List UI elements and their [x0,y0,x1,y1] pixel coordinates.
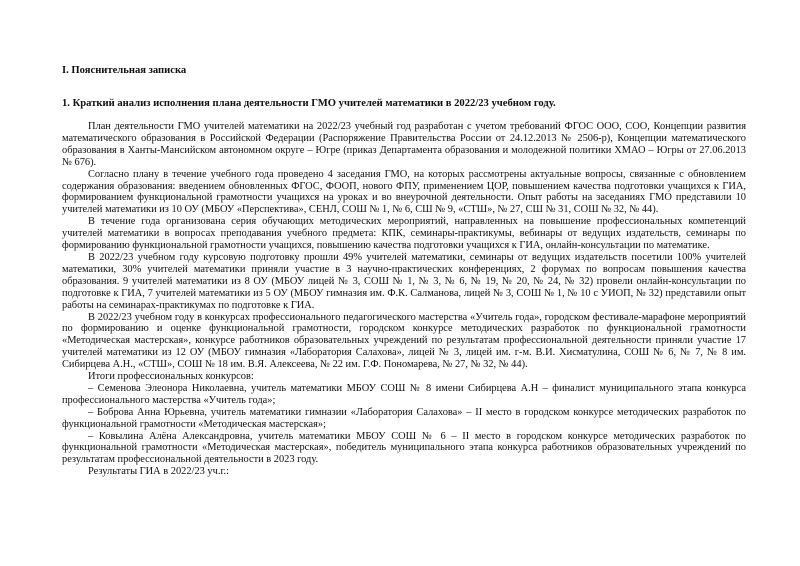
paragraph-contest-results-heading: Итоги профессиональных конкурсов: [88,371,254,383]
list-item-result: – Ковылина Алёна Александровна, учитель математики МБОУ СОШ № 6 – II место в городском конкурсе методических разработок по функциональной грамотности «Методическая мастерская», победитель муниципального этапа конкурса работников образовательных учреждений по результатам профессиональной деятельности в 2023 году. [62,430,746,466]
document-page [62,64,746,478]
list-item-result: – Семенова Элеонора Николаевна, учитель математики МБОУ СОШ № 8 имени Сибирцева А.Н – финалист муниципального этапа конкурса профессионального мастерства «Учитель года»; [62,382,746,406]
paragraph-contests: В 2022/23 учебном году в конкурсах профессионального педагогического мастерства «Учитель года», городском фестивале-марафоне мероприятий по формированию и оценке функциональной грамотности, городском конкурсе методических разработок по функциональной грамотности «Методическая мастерская», конкурсе работников образовательных учреждений по результатам профессиональной деятельности приняли участие 17 учителей математики из 12 ОУ (МБОУ гимназия «Лаборатория Салахова», лицей № 3, лицей им. г-м. В.И. Хисматулина, СОШ № 6, № 7, № 8 им. Сибирцева А.Н., «СТШ», СОШ № 18 им. В.Я. Алексеева, № 22 им. Г.Ф. Пономарева, № 27, № 32, № 44). [62,311,746,371]
paragraph-plan: План деятельности ГМО учителей математики на 2022/23 учебный год разработан с учетом требований ФГОС ООО, СОО, Концепции развития математического образования в Российской Федерации (Распоряжение Правительства России от 24.12.2013 № 2506-р), Концепции математического образования в Ханты-Мансийском автономном округе – Югре (приказ Департамента образования и молодежной политики ХМАО – Югры от 27.06.2013 № 676). [62,121,746,168]
paragraph-methodical-events: В течение года организована серия обучающих методических мероприятий, направленных на повышение профессиональных компетенций учителей математики в вопросах преподавания учебного предмета: КПК, семинары-практикумы, вебинары от ведущих издательств, семинары по формированию функциональной грамотности учащихся, повышению качества подготовки учащихся к ГИА, онлайн-консультации по математике. [62,216,746,252]
paragraph-training: В 2022/23 учебном году курсовую подготовку прошли 49% учителей математики, семинары от ведущих издательств посетили 100% учителей математики, 30% учителей математики приняли участие в 3 научно-практических конференциях, 2 форумах по вопросам повышения качества образования. 9 учителей математики из 8 ОУ (МБОУ лицей № 3, СОШ № 1, № 3, № 6, № 19, № 20, № 24, № 32) провели онлайн-консультации по подготовке к ГИА, 7 учителей математики из 5 ОУ (МБОУ гимназия им. Ф.К. Салманова, лицей № 3, СОШ № 1, № 10 с УИОП, № 32) представили опыт работы на семинарах-практикумах по подготовке к ГИА. [62,251,746,311]
paragraph-meetings: Согласно плану в течение учебного года проведено 4 заседания ГМО, на которых рассмотрены актуальные вопросы, связанные с обновлением содержания образования: введением обновленных ФГОС, ФООП, нового ФПУ, применением ЦОР, повышением качества подготовки учащихся к ГИА, формированием функциональной грамотности учащихся на уроках и во внеурочной деятельности. Опыт работы на заседаниях ГМО представили 10 учителей математики из 10 ОУ (МБОУ «Перспектива», СЕНЛ, СОШ № 1, № 6, СШ № 9, «СТШ», № 27, СШ № 31, СОШ № 32, № 44). [62,168,746,216]
list-item-result: – Боброва Анна Юрьевна, учитель математики гимназии «Лаборатория Салахова» – II место в городском конкурсе методических разработок по функциональной грамотности «Методическая мастерская»; [62,406,746,430]
subsection-title: 1. Краткий анализ исполнения плана деятельности ГМО учителей математики в 2022/23 учебном году. [62,98,556,109]
paragraph-gia-results: Результаты ГИА в 2022/23 уч.г.: [88,466,230,478]
section-title: I. Пояснительная записка [62,65,187,76]
